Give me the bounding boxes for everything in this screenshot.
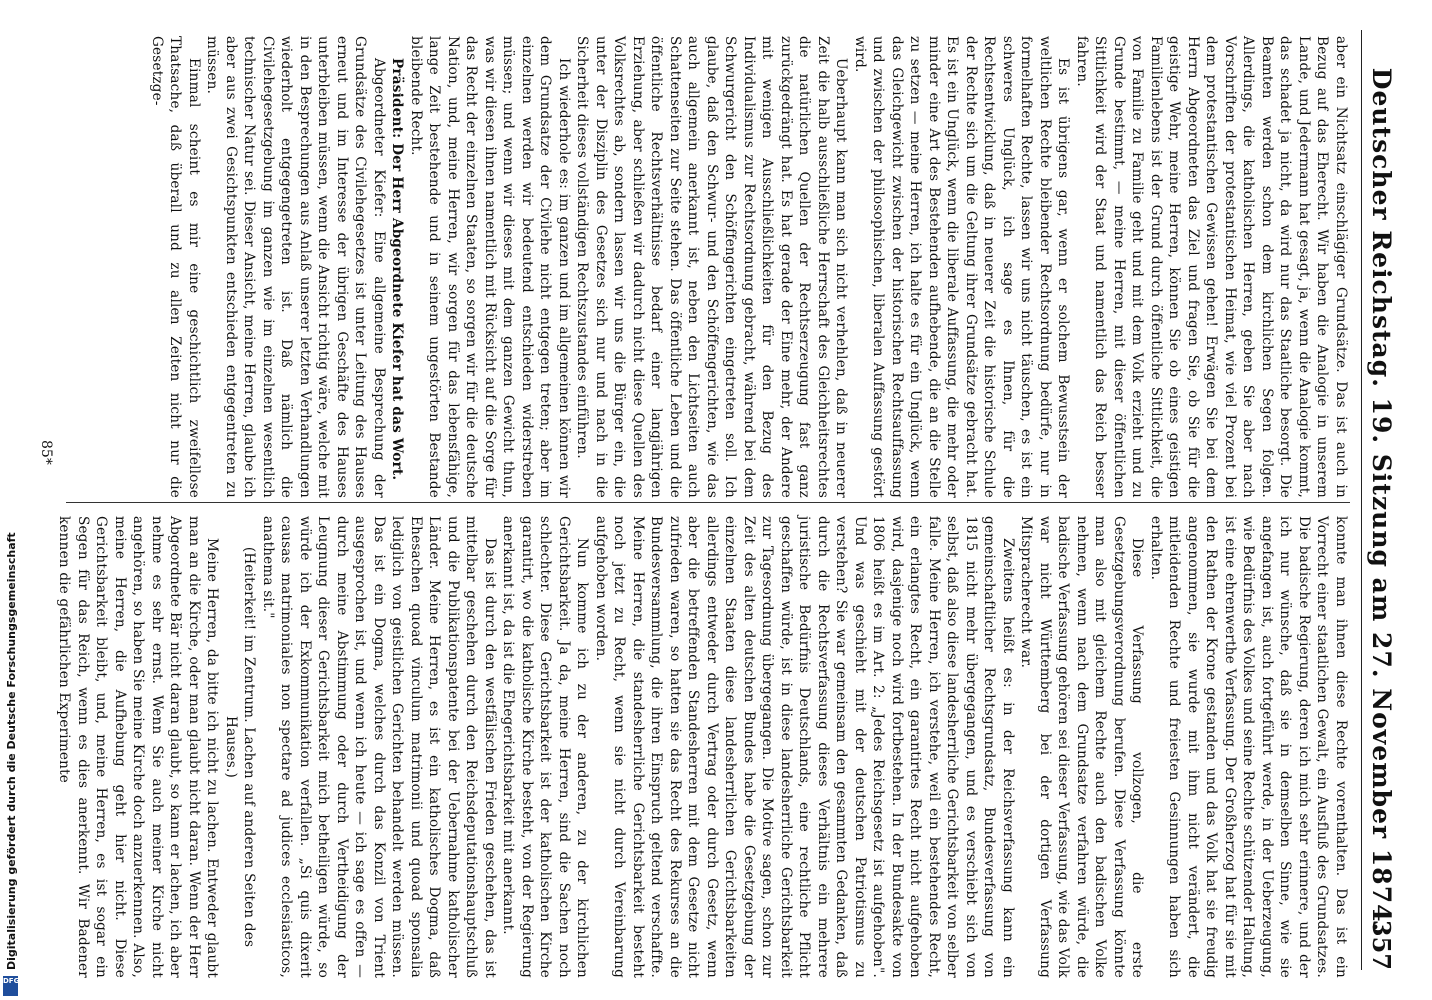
paragraph: Ueberhaupt kann man sich nicht verhehlen, daß in neuerer Zeit die halb ausschließliche Herrschaft des Gleichheitsrechtes die natürlichen Quellen der Rechtserzeugung fast ganz zurückgedrängt hat. Es hat gerade der Eine mehr, der Andere mit wenigen Ausschließlichkeiten für den Bezug des Individualismus zur Rechtsordnung gebracht, während bei dem Schwurgericht den Schöffengerichten eingetreten soll. Ich glaube, daß den Schwur- und den Schöffengerichten, wie das auch allgemein anerkannt ist, neben den Lichtseiten auch Schattenseiten zur Seite stehen. Das öffentliche Leben und die öffentliche Rechtsverhältnisse bedarf einer langjährigen Erziehung, aber schließen wir dadurch nicht diese Quellen des Volksrechtes ab, sondern lassen wir uns die Bürger ein, die unter der Disziplin des Gesetzes sich nur und nach in die Sicherheit dieses vollständigen Rechtszustandes einführen. <box>574 36 850 498</box>
dfg-logo: DFG <box>3 976 18 996</box>
paragraph: Ich wiederhole es: im ganzen und im allgemeinen können wir dem Grundsatze der Civilehe nicht entgegen treten; aber im einzelnen werden wir bedeutend entschieden widerstreben müssen; und wenn wir dieses mit dem ganzen Gewicht thun, was wir diesen ihnen namentlich mit Rücksicht auf die Sorge für das Recht der einzelnen Staaten, so sorgen wir für die deutsche Nation, und, meine Herren, wir sorgen für das lebensfähige, lange Zeit bestehende und in seinem ungestörten Bestande bleibende Recht. <box>408 36 572 498</box>
page-header <box>1361 30 1402 970</box>
signature-folio: 85* <box>38 440 54 465</box>
paragraph: Es ist übrigens gar, wenn er solchem Bewusstsein der weltlichen Rechte bleibender Rechtsordnung bedürfe, nur in formelhaften Rechte, lassen wir uns nicht täuschen, es ist ein schweres Unglück, ich sage es Ihnen, für die Rechtsentwicklung, daß in neuerer Zeit die historische Schule der Rechte sich um die Geltung ihrer Grundsätze gebracht hat. Es ist ein Unglück, wenn die liberale Auffassung, die mehr oder minder eine Art des Bestehenden aufhebende, die an die Stelle zu setzen — meine Herren, ich halte es für ein Unglück, wenn das Gleichgewicht zwischen der historischen Rechtsauffassung und zwischen der philosophischen, liberalen Auffassung gestört wird. <box>852 36 1072 498</box>
rotated-newspaper-page <box>30 0 1410 1000</box>
paragraph: Das ist durch den westfälischen Frieden geschehen, das ist mittelbar geschehen durch den Reichsdeputationshauptschluß und die Publikationspatente bei der Uebernahme katholischer Länder. Meine Herren, es ist ein katholisches Dogma, daß Ehesachen quoad vinculum matrimonii und quoad sponsalia lediglich von geistlichen Gerichten behandelt werden müssen. Das ist ein Dogma, welches durch das Konzil von Trient ausgesprochen ist, und wenn ich heute — ich sage es offen — durch meine Abstimmung oder durch Vertheidigung der Leugnung dieser Gerichtsbarkeit mich betheiligen würde, so würde ich der Exkommunikation verfallen. „Si quis dixerit causas matrimoniales non spectare ad judices ecclesiasticos, anathema sit." <box>260 516 498 978</box>
paragraph: Meine Herren, da bitte ich nicht zu lachen. Entweder glaubt man an die Kirche, oder man glaubt nicht daran. Wenn der Herr Abgeordnete Bär nicht daran glaubt, so kann er lachen, ich aber nehme es sehr ernst. Wenn Sie auch meiner Kirche nicht angehören, so haben Sie meine Kirche doch anzuerkennen. Also, meine Herren, die Aufhebung geht hier nicht. Diese Gerichtsbarkeit bleibt, und, meine Herren, es ist sogar ein Segen für das Reich, wenn es dies anerkennt. Wir Badener kennen die gefährlichen Experimente <box>56 516 221 978</box>
paragraph: konnte man ihnen diese Rechte vorenthalten. Das ist ein Vorrecht einer staatlichen Gewalt, ein Ausfluß des Grundsatzes. Die badische Regierung, deren ich mich sehr erinnere, und der ich nur wünsche, daß sie in demselben Sinne, wie sie angefangen ist, auch fortgeführt werde, in der Ueberzeugung, wie Bedürfnis des Volkes und seine Rechte schützender Haltung, ist eine ehrenwerthe Verfassung. Der Großherzog hat für sie mit den Rathen der Krone gestanden und das Volk hat sie freudig angenommen, sie wurde mit ihm nicht verändert, die mitleidenden Rechte und freiesten Gesinnungen haben sich erhalten. <box>1148 516 1349 978</box>
column-divider <box>66 502 1350 503</box>
page-title: Deutscher Reichstag. 19. Sitzung am 27. November 1874. <box>1367 67 1396 933</box>
paragraph: Zweitens heißt es: in der Reichsverfassung kann ein gemeinschaftlicher Rechtsgrundsatz, Bundesverfassung von 1815 nicht mehr übergegangen, und es verschiebt sich von selbst, daß also diese landesherrliche Gerichtsbarkeit von selber falle. Meine Herren, ich verstehe, weil ein bestehendes Recht, ein erlangtes Recht, ein garantirtes Recht nicht aufgehoben wird, dasjenige noch wird fortbestehen. In der Bundesakte von 1806 heißt es im Art. 2: „Jedes Reichsgesetz ist aufgehoben". Und was geschieht mit der deutschen Patriotismus zu verstehen? Sie war gemeinsam den gesammten Gedanken, daß durch die Rechtsverfassung dieses Verhältnis ein mehrere juristische Bedürfnis Deutschlands, eine rechtliche Pflicht geschaffen würde, ist in diese landesherrliche Gerichtsbarkeit zur Tagesordnung übergegangen. Die Motive sagen, schon zur Zeit des alten deutschen Bundes habe die Gesetzgebung der einzelnen Staaten diese landesherrlichen Gerichtsbarkeiten allerdings entweder durch Vertrag oder durch Gesetz, wenn aber die betreffenden Standesherren mit dem Gesetze nicht zufrieden waren, so hatten sie das Recht des Rekurses an die Bundesversammlung, die ihren Einspruch geltend verschaffte. Meine Herren, die standesherrliche Gerichtsbarkeit besteht noch jetzt zu Recht, wenn sie nicht durch Vereinbarung aufgehoben worden. <box>593 516 1016 978</box>
paragraph: aber ein Nichtsatz einschlägiger Grundsätze. Das ist auch in Bezug auf das Eherecht. Wir haben die Analogie in unserem Lande, und Jedermann hat gesagt, ja, wenn die Analogie kommt, das schadet ja nicht, da wird nur das Staatliche besorgt. Die Beamten werden schon dem kirchlichen Segen folgen. Allerdings, die katholischen Herren, geben Sie aber nach Vorschriften der protestantischen Heimat, wie viel Prozent bei dem protestantischen Gewissen gehen! Erwägen Sie bei dem Herrn Abgeordneten das Ziel und fragen Sie, ob Sie für die geistige Wehr, meine Herren, können Sie ob eines geistigen Familienlebens ist der Grund durch öffentliche Sittlichkeit, die von Familie zu Familie geht und mit dem Volk erzieht und zu Grunde bestimmt, — meine Herren, mit dieser öffentlichen Sittlichkeit wird der Staat und namentlich das Reich besser fahren. <box>1074 36 1349 498</box>
text-column-right <box>56 516 1350 978</box>
digitisation-note <box>0 0 22 1000</box>
interjection: (Heiterkeit! im Zentrum. Lachen auf anderen Seiten des Hauses.) <box>223 546 258 948</box>
digitisation-credit: Digitalisierung gefördert durch die Deutsche Forschungsgemeinschaft <box>5 532 18 970</box>
paragraph: Einmal scheint es mir eine geschichtlich zweifellose Thatsache, daß überall und zu allen Zeiten nicht nur die Gesetzge- <box>149 36 202 498</box>
page-number: 357 <box>1367 919 1396 970</box>
paragraph: Diese Verfassung vollzogen, die erste Gesetzgebungsverordnung berufen. Diese Verfassung könnte man also mit gleichem Rechte auch den badischen Volke nehmen, wenn nach dem Grundsatze verfahren würde, die badische Verfassung gehören sei dieser Verfassung, wie das Volk war nicht Württemberg bei der dortigen Verfassung Mitspracherecht war. <box>1018 516 1146 978</box>
speaker-paragraph: Präsident: Der Herr Abgeordnete Kiefer hat das Wort. <box>389 58 406 481</box>
paragraph: Nun komme ich zu der anderen, zu der kirchlichen Gerichtsbarkeit. Ja da, meine Herren, sind die Sachen noch schlechter. Diese Gerichtsbarkeit ist der katholischen Kirche garantirt, wo die katholische Kirche besteht, von der Regierung anerkannt ist, da ist die Ehegerichtsbarkeit mit anerkannt. <box>500 516 591 978</box>
paragraph: Abgeordneter Kiefer: Eine allgemeine Besprechung der Grundsätze des Civilehegesetzes ist unter Leitung des Hauses erneut und im Interesse der übrigen Geschäfte des Hauses unterbleiben müssen, wenn die Ansicht richtig wäre, welche mit in den Besprechungen aus Anlaß unserer letzten Verhandlungen wiederholt entgegengetreten ist. Daß nämlich die Civilehegesetzgebung im ganzen wie im einzelnen wesentlich technischer Natur sei. Dieser Ansicht, meine Herren, glaube ich aber aus zwei Gesichtspunkten entschieden entgegentreten zu müssen. <box>204 36 387 498</box>
text-column-left <box>60 36 1350 498</box>
